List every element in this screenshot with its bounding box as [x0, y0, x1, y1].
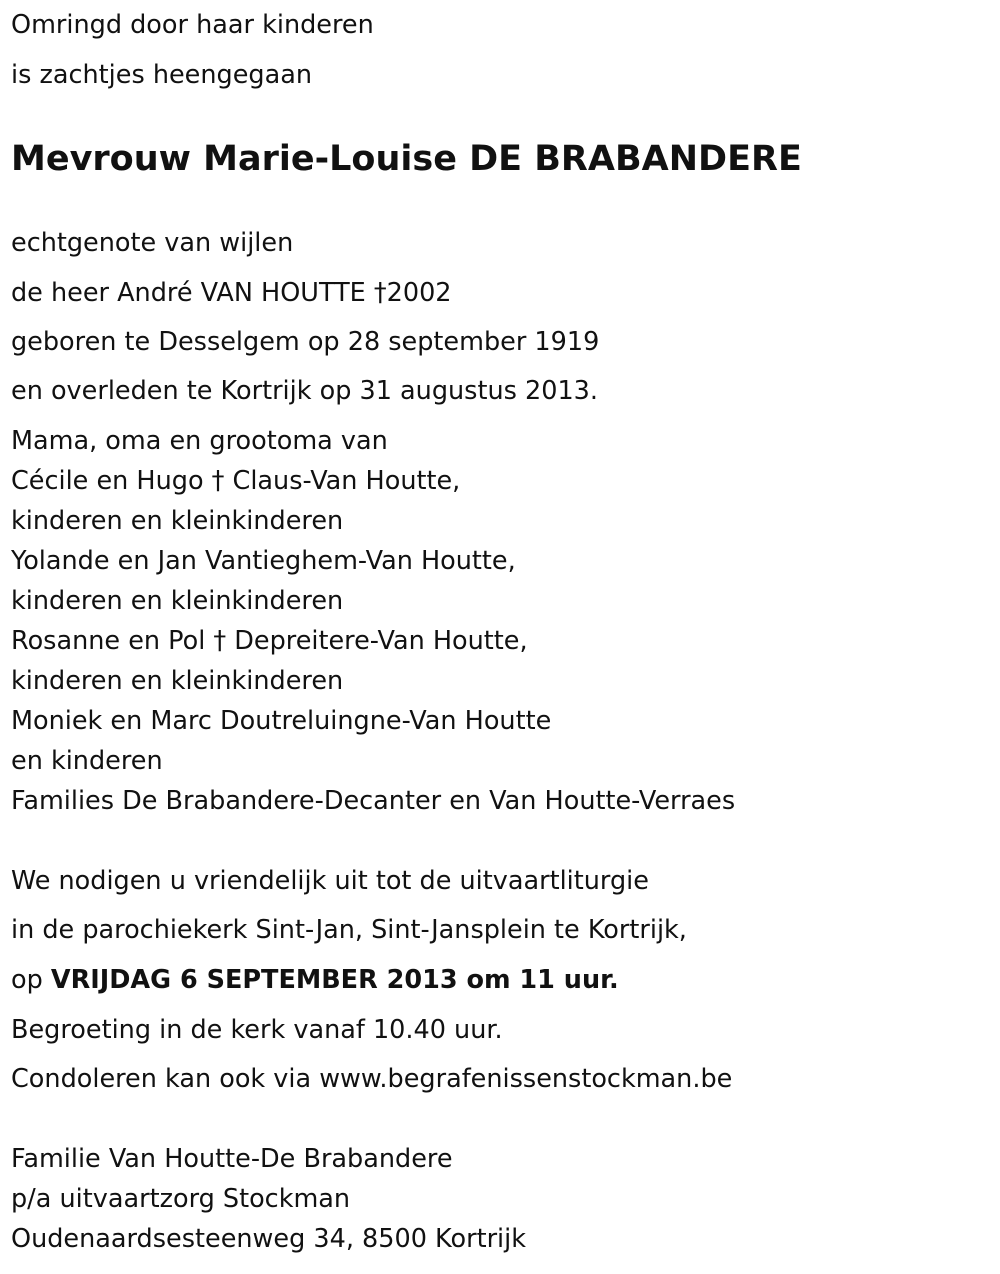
family-line: Cécile en Hugo † Claus-Van Houtte, [11, 466, 461, 496]
family-line: Moniek en Marc Doutreluingne-Van Houtte [11, 706, 552, 736]
contact-line-1: Familie Van Houtte-De Brabandere [11, 1144, 453, 1174]
family-line: Families De Brabandere-Decanter en Van Houtte-Verraes [11, 786, 736, 816]
intro-line-1: Omringd door haar kinderen [11, 10, 374, 40]
death-info: en overleden te Kortrijk op 31 augustus 2013. [11, 376, 599, 406]
invitation-line-1: We nodigen u vriendelijk uit tot de uitvaartliturgie [11, 866, 649, 896]
contact-line-3: Oudenaardsesteenweg 34, 8500 Kortrijk [11, 1224, 526, 1254]
birth-info: geboren te Desselgem op 28 september 1919 [11, 327, 600, 357]
condolence-info: Condoleren kan ook via www.begrafenissenstockman.be [11, 1064, 733, 1094]
family-line: kinderen en kleinkinderen [11, 586, 344, 616]
invitation-line-2: in de parochiekerk Sint-Jan, Sint-Jansplein te Kortrijk, [11, 915, 687, 945]
spouse-name: de heer André VAN HOUTTE †2002 [11, 278, 452, 308]
family-line: en kinderen [11, 746, 163, 776]
family-line: Yolande en Jan Vantieghem-Van Houtte, [11, 546, 516, 576]
contact-line-2: p/a uitvaartzorg Stockman [11, 1184, 351, 1214]
service-date-bold: VRIJDAG 6 SEPTEMBER 2013 om 11 uur. [50, 965, 619, 995]
family-line: Rosanne en Pol † Depreitere-Van Houtte, [11, 626, 528, 656]
service-date [11, 965, 619, 995]
family-line: kinderen en kleinkinderen [11, 506, 344, 536]
family-line: Mama, oma en grootoma van [11, 426, 388, 456]
deceased-name: Mevrouw Marie-Louise DE BRABANDERE [11, 139, 802, 179]
intro-line-2: is zachtjes heengegaan [11, 60, 313, 90]
family-line: kinderen en kleinkinderen [11, 666, 344, 696]
spouse-intro: echtgenote van wijlen [11, 228, 294, 258]
service-date-prefix: op [11, 965, 51, 995]
greeting-info: Begroeting in de kerk vanaf 10.40 uur. [11, 1015, 503, 1045]
